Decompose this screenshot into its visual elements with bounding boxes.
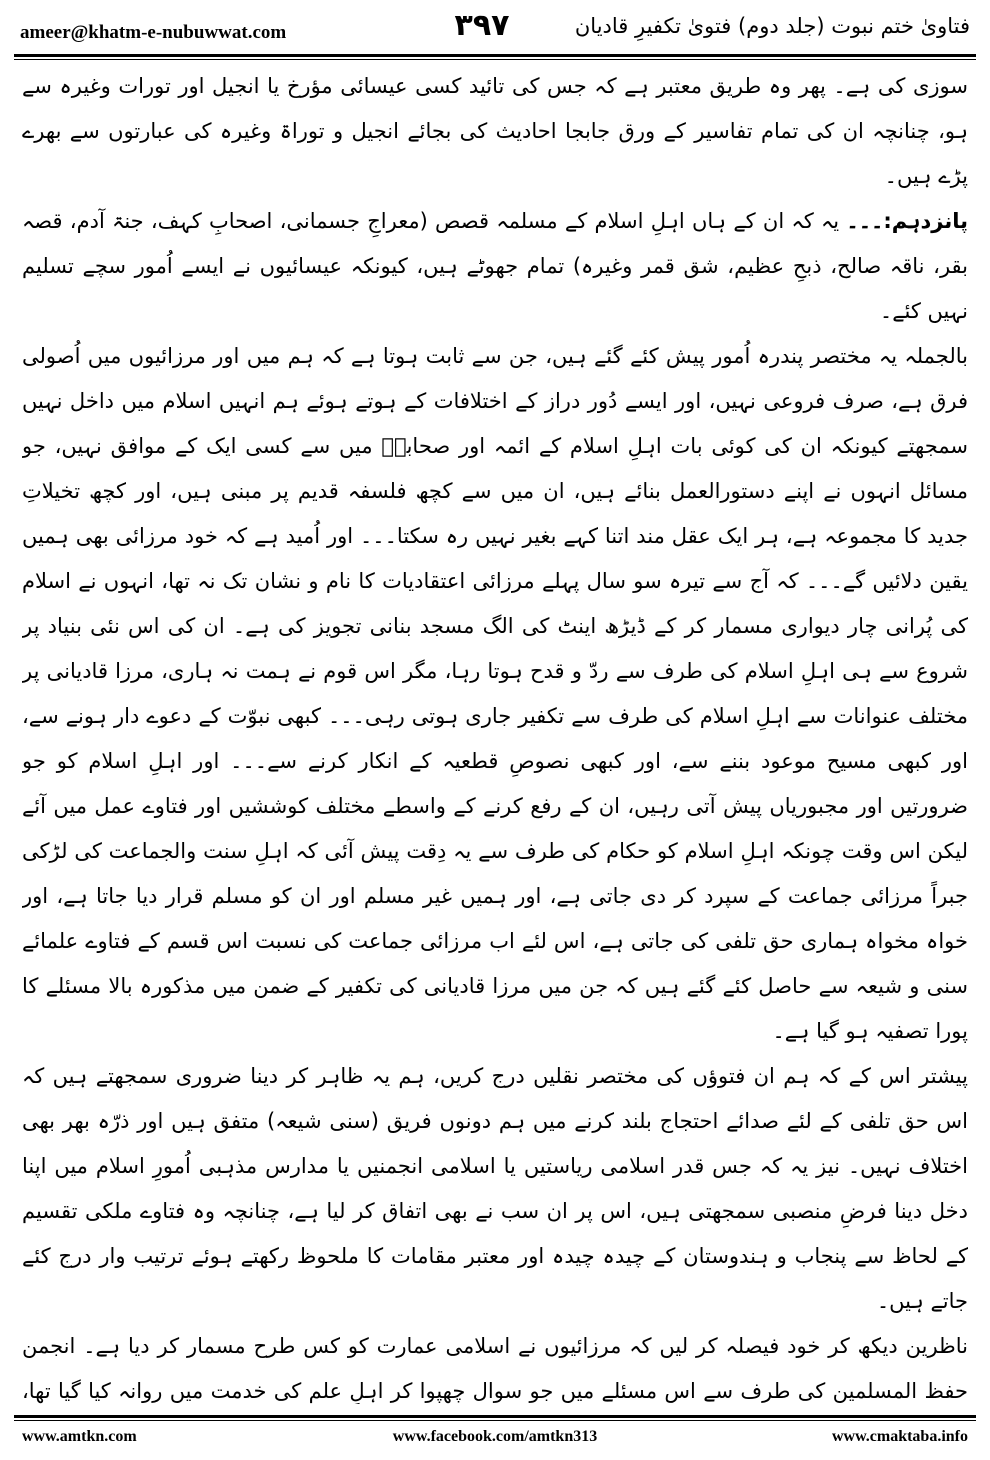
paragraph-text: یہ کہ ان کے ہاں اہلِ اسلام کے مسلمہ قصص (معراجِ جسمانی، اصحابِ کہف، جنۃ آدم، قصہ بقر، ناقہ صالح، ذبحِ عظیم، شق قمر وغیرہ) تمام جھوٹے ہیں، کیونکہ عیسائیوں نے ایسے اُمور سچے تسلیم نہیں کئے۔	[22, 209, 968, 323]
footer-divider-thin	[14, 1420, 976, 1421]
paragraph	[22, 64, 968, 199]
footer-link-amtkn[interactable]: www.amtkn.com	[22, 1428, 137, 1445]
paragraph-text: پیشتر اس کے کہ ہم ان فتوؤں کی مختصر نقلیں درج کریں، ہم یہ ظاہر کر دینا ضروری سمجھتے ہیں کہ اس حق تلفی کے لئے صدائے احتجاج بلند کرنے میں ہم دونوں فریق (سنی شیعہ) متفق ہیں اور ذرّہ بھر بھی اختلاف نہیں۔ نیز یہ کہ جس قدر اسلامی ریاستیں یا اسلامی انجمنیں یا مدارس مذہبی اُمورِ اسلام میں اپنا دخل دینا فرضِ منصبی سمجھتی ہیں، اس پر ان سب نے بھی اتفاق کر لیا ہے، چنانچہ وہ فتاوے ملکی تقسیم کے لحاظ سے پنجاب و ہندوستان کے چیدہ چیدہ اور معتبر مقامات کا ملحوظ رکھتے ہوئے ترتیب وار درج کئے جاتے ہیں۔	[22, 1064, 968, 1313]
page-body	[22, 64, 968, 1404]
paragraph-text: سوزی کی ہے۔ پھر وہ طریق معتبر ہے کہ جس کی تائید کسی عیسائی مؤرخ یا انجیل اور تورات وغیرہ سے ہو، چنانچہ ان کی تمام تفاسیر کے ورق جابجا احادیث کی بجائے انجیل و توراۃ وغیرہ کی عبارتوں سے بھرے پڑے ہیں۔	[22, 74, 968, 188]
footer-divider	[14, 1415, 976, 1418]
paragraph-text: ناظرین دیکھ کر خود فیصلہ کر لیں کہ مرزائیوں نے اسلامی عمارت کو کس طرح مسمار کر دیا ہے۔ انجمن حفظ المسلمین کی طرف سے اس مسئلے میں جو سوال چھپوا کر اہلِ علم کی خدمت میں روانہ کیا گیا تھا،	[22, 1334, 968, 1403]
paragraph	[22, 199, 968, 334]
footer-link-facebook[interactable]: www.facebook.com/amtkn313	[392, 1428, 598, 1445]
paragraph	[22, 1054, 968, 1324]
footer-link-cmaktaba[interactable]: www.cmaktaba.info	[831, 1428, 968, 1445]
page-footer	[14, 1428, 976, 1452]
book-title: فتاویٰ ختم نبوت (جلد دوم) فتویٰ تکفیرِ قادیان	[574, 14, 970, 38]
page-number: ۳۹۷	[454, 8, 510, 43]
paragraph	[22, 1324, 968, 1404]
paragraph-text: بالجملہ یہ مختصر پندرہ اُمور پیش کئے گئے ہیں، جن سے ثابت ہوتا ہے کہ ہم میں اور مرزائیوں میں اُصولی فرق ہے، صرف فروعی نہیں، اور ایسے دُور دراز کے اختلافات کے ہوتے ہوئے ہم انہیں اسلام میں داخل نہیں سمجھتے کیونکہ ان کی کوئی بات اہلِ اسلام کے ائمہ اور صحابہؓ میں سے کسی ایک کے موافق نہیں، جو مسائل انہوں نے اپنے دستورالعمل بنائے ہیں، ان میں سے کچھ فلسفہ قدیم پر مبنی ہیں، اور کچھ تخیلاتِ جدید کا مجموعہ ہے، ہر ایک عقل مند اتنا کہے بغیر نہیں رہ سکتا۔۔۔ اور اُمید ہے کہ خود مرزائی بھی ہمیں یقین دلائیں گے۔۔۔ کہ آج سے تیرہ سو سال پہلے مرزائی اعتقادیات کا نام و نشان تک نہ تھا، انہوں نے اسلام کی پُرانی چار دیواری مسمار کر کے ڈیڑھ اینٹ کی الگ مسجد بنانی تجویز کی ہے۔ ان کی اس نئی بنیاد پر شروع سے ہی اہلِ اسلام کی طرف سے ردّ و قدح ہوتا رہا، مگر اس قوم نے ہمت نہ ہاری، مرزا قادیانی پر مختلف عنوانات سے اہلِ اسلام کی طرف سے تکفیر جاری ہوتی رہی۔۔۔ کبھی نبوّت کے دعوے دار ہونے سے، اور کبھی مسیح موعود بننے سے، اور کبھی نصوصِ قطعیہ کے انکار کرنے سے۔۔۔ اور اہلِ اسلام کو جو ضرورتیں اور مجبوریاں پیش آتی رہیں، ان کے رفع کرنے کے واسطے مختلف کوششیں اور فتاوے عمل میں آئے لیکن اس وقت چونکہ اہلِ اسلام کو حکام کی طرف سے یہ دِقت پیش آئی کہ اہلِ سنت والجماعت کی لڑکی جبراً مرزائی جماعت کے سپرد کر دی جاتی ہے، اور ہمیں غیر مسلم اور ان کو مسلم قرار دیا جاتا ہے، اور خواہ مخواہ ہماری حق تلفی کی جاتی ہے، اس لئے اب مرزائی جماعت کی نسبت اس قسم کے فتاوے علمائے سنی و شیعہ سے حاصل کئے گئے ہیں کہ جن میں مرزا قادیانی کی تکفیر کے ضمن میں مذکورہ بالا مسئلے کا پورا تصفیہ ہو گیا ہے۔	[22, 344, 968, 1043]
header-divider	[14, 54, 976, 57]
header-email: ameer@khatm-e-nubuwwat.com	[20, 22, 287, 43]
paragraph	[22, 334, 968, 1054]
page-header	[12, 6, 978, 52]
header-divider-thin	[14, 59, 976, 60]
paragraph-lead: پانزدہم:۔۔۔	[846, 209, 968, 233]
